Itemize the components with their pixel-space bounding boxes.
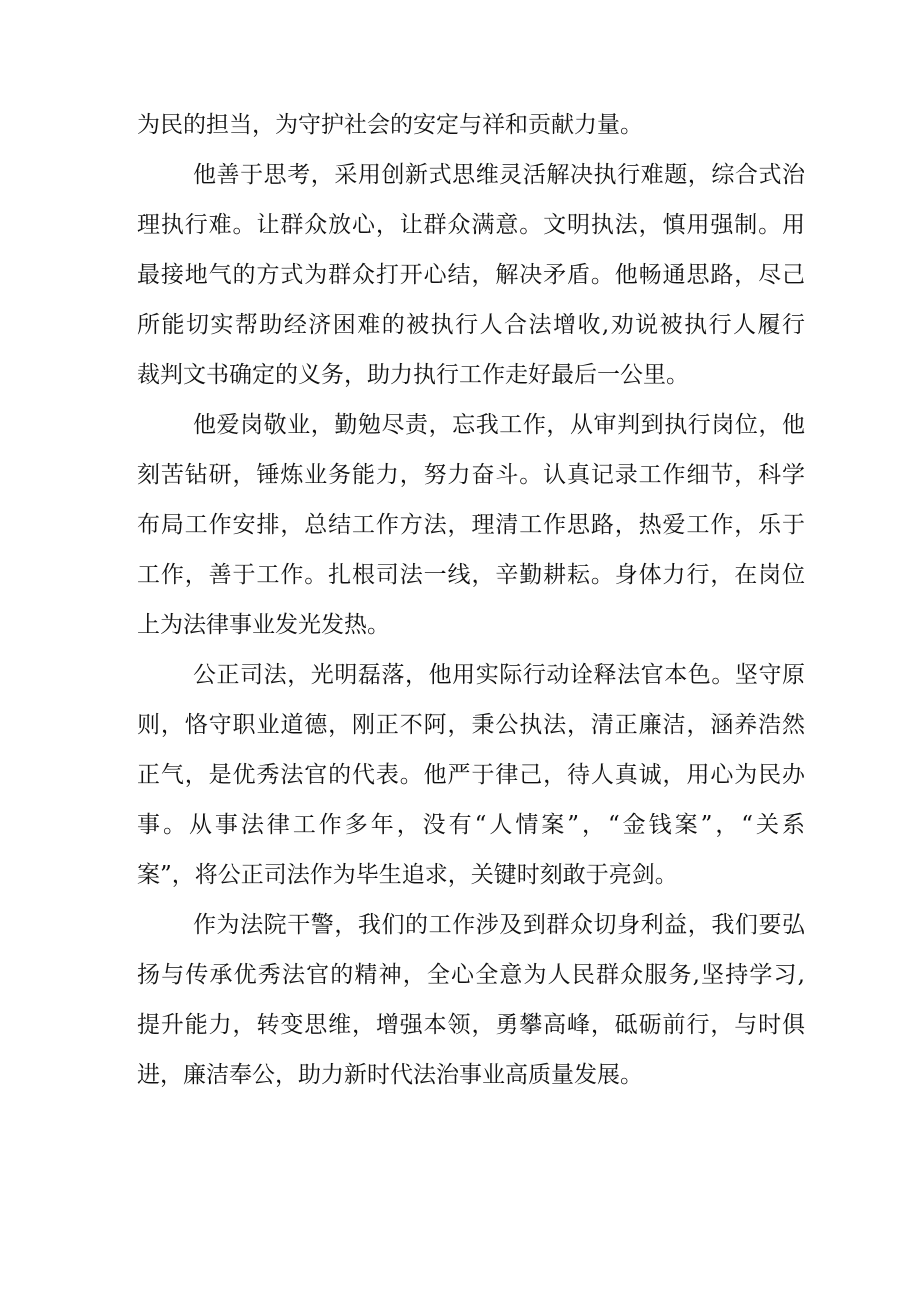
paragraph: [137, 100, 805, 150]
text-line: 理执行难。让群众放心，让群众满意。文明执法，慎用强制。用: [137, 212, 805, 238]
document-body: [137, 100, 805, 1100]
text-line: 则，恪守职业道德，刚正不阿，秉公执法，清正廉洁，涵养浩然: [137, 712, 805, 738]
text-line: 进，廉洁奉公，助力新时代法治事业高质量发展。: [137, 1062, 643, 1088]
text-line: 公正司法，光明磊落，他用实际行动诠释法官本色。坚守原: [193, 662, 805, 688]
text-line: 他善于思考，采用创新式思维灵活解决执行难题，综合式治: [193, 162, 805, 188]
paragraph: [137, 650, 805, 900]
text-line: 裁判文书确定的义务，助力执行工作走好最后一公里。: [137, 362, 689, 388]
text-line: 工作，善于工作。扎根司法一线，辛勤耕耘。身体力行，在岗位: [137, 562, 805, 588]
text-line: 布局工作安排，总结工作方法，理清工作思路，热爱工作，乐于: [137, 512, 805, 538]
text-line: 作为法院干警，我们的工作涉及到群众切身利益，我们要弘: [193, 912, 805, 938]
paragraph: [137, 900, 805, 1100]
text-line: 提升能力，转变思维，增强本领，勇攀高峰，砥砺前行，与时俱: [137, 1012, 805, 1038]
text-line: 上为法律事业发光发热。: [137, 612, 390, 638]
paragraph: [137, 400, 805, 650]
text-line: 所能切实帮助经济困难的被执行人合法增收,劝说被执行人履行: [137, 312, 805, 338]
text-line: 案”，将公正司法作为毕生追求，关键时刻敢于亮剑。: [137, 862, 678, 888]
text-line: 事。从事法律工作多年，没有“人情案”，“金钱案”，“关系: [137, 812, 805, 838]
text-line: 刻苦钻研，锤炼业务能力，努力奋斗。认真记录工作细节，科学: [137, 462, 805, 488]
text-line: 扬与传承优秀法官的精神，全心全意为人民群众服务,坚持学习,: [137, 962, 805, 988]
paragraph: [137, 150, 805, 400]
text-line: 最接地气的方式为群众打开心结，解决矛盾。他畅通思路，尽己: [137, 262, 805, 288]
text-line: 正气，是优秀法官的代表。他严于律己，待人真诚，用心为民办: [137, 762, 805, 788]
text-line: 他爱岗敬业，勤勉尽责，忘我工作，从审判到执行岗位，他: [193, 412, 805, 438]
text-line: 为民的担当，为守护社会的安定与祥和贡献力量。: [137, 112, 643, 138]
